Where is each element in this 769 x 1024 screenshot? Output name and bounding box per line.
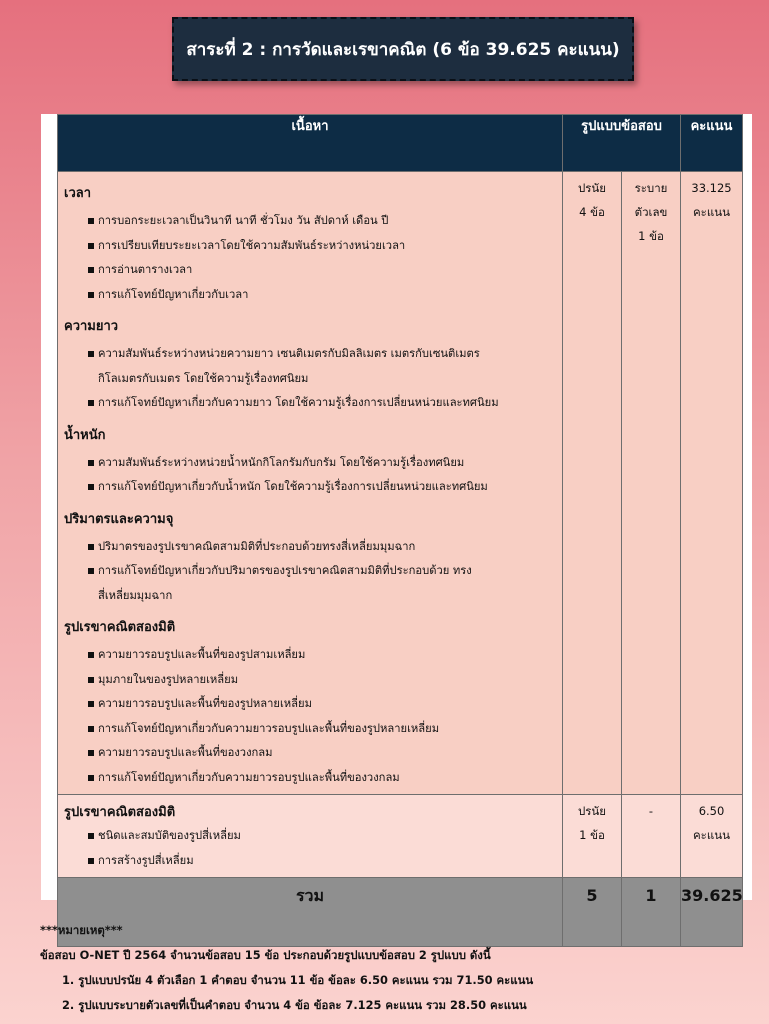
header-score: คะแนน (681, 115, 743, 172)
list-item: มุมภายในของรูปหลายเหลี่ยม (64, 668, 556, 693)
list-item: ความยาวรอบรูปและพื้นที่ของวงกลม (64, 741, 556, 766)
total-written: 1 (622, 878, 681, 947)
mc-label: ปรนัย (577, 181, 607, 195)
topic-length: ความยาว (64, 319, 119, 334)
remarks-line-1: ข้อสอบ O-NET ปี 2564 จำนวนข้อสอบ 15 ข้อ ประกอบด้วยรูปแบบข้อสอบ 2 รูปแบบ ดังนี้ (40, 948, 491, 962)
topic-volume: ปริมาตรและความจุ (64, 511, 174, 527)
content-list-section-2 (58, 795, 562, 877)
written-count: - (648, 804, 654, 818)
list-item: การแก้โจทย์ปัญหาเกี่ยวกับน้ำหนัก โดยใช้ความรู้เรื่องการเปลี่ยนหน่วยและทศนิยม (64, 475, 556, 500)
topic-time: เวลา (64, 186, 92, 201)
list-item: ความสัมพันธ์ระหว่างหน่วยความยาว เซนติเมตรกับมิลลิเมตร เมตรกับเซนติเมตร กิโลเมตรกับเมตร โดยใช้ความรู้เรื่องทศนิยม (64, 342, 556, 391)
list-item: ปริมาตรของรูปเรขาคณิตสามมิติที่ประกอบด้วยทรงสี่เหลี่ยมมุมฉาก (64, 535, 556, 560)
list-item: การสร้างรูปสี่เหลี่ยม (64, 849, 556, 874)
list-item: การแก้โจทย์ปัญหาเกี่ยวกับปริมาตรของรูปเรขาคณิตสามมิติที่ประกอบด้วย ทรงสี่เหลี่ยมมุมฉาก (64, 559, 556, 608)
mc-label: ปรนัย (577, 804, 607, 818)
written-label-2: ตัวเลข (634, 205, 668, 219)
written-count-section-2 (622, 795, 680, 823)
written-count: 1 ข้อ (638, 229, 664, 243)
mc-count: 1 ข้อ (579, 828, 605, 842)
list-item: การเปรียบเทียบระยะเวลาโดยใช้ความสัมพันธ์ระหว่างหน่วยเวลา (64, 234, 556, 259)
list-item: การแก้โจทย์ปัญหาเกี่ยวกับความยาวรอบรูปและพื้นที่ของวงกลม (64, 766, 556, 791)
exam-structure-table (57, 114, 743, 947)
written-label-1: ระบาย (634, 181, 668, 195)
list-item: การอ่านตารางเวลา (64, 258, 556, 283)
topic-weight: น้ำหนัก (64, 427, 106, 443)
list-item: ความยาวรอบรูปและพื้นที่ของรูปหลายเหลี่ยม (64, 692, 556, 717)
topic-2d-shapes-quadrilateral: รูปเรขาคณิตสองมิติ (64, 805, 176, 820)
score-unit: คะแนน (692, 828, 730, 842)
score-value: 33.125 (691, 181, 732, 195)
remarks-line-2: 1. รูปแบบปรนัย 4 ตัวเลือก 1 คำตอบ จำนวน 11 ข้อ ข้อละ 6.50 คะแนน รวม 71.50 คะแนน (62, 973, 534, 987)
page-title: สาระที่ 2 : การวัดและเรขาคณิต (6 ข้อ 39.625 คะแนน) (172, 17, 634, 81)
written-count-section-1 (622, 172, 680, 248)
list-item: การบอกระยะเวลาเป็นวินาที นาที ชั่วโมง วัน สัปดาห์ เดือน ปี (64, 209, 556, 234)
topic-2d-shapes: รูปเรขาคณิตสองมิติ (64, 620, 176, 635)
total-mc: 5 (563, 878, 622, 947)
total-score: 39.625 (681, 878, 743, 947)
list-item: ความยาวรอบรูปและพื้นที่ของรูปสามเหลี่ยม (64, 643, 556, 668)
remarks (40, 918, 533, 1018)
list-item: ความสัมพันธ์ระหว่างหน่วยน้ำหนักกิโลกรัมกับกรัม โดยใช้ความรู้เรื่องทศนิยม (64, 451, 556, 476)
list-item: การแก้โจทย์ปัญหาเกี่ยวกับความยาว โดยใช้ความรู้เรื่องการเปลี่ยนหน่วยและทศนิยม (64, 391, 556, 416)
remarks-line-3: 2. รูปแบบระบายตัวเลขที่เป็นคำตอบ จำนวน 4 ข้อ ข้อละ 7.125 คะแนน รวม 28.50 คะแนน (62, 998, 527, 1012)
list-item: ชนิดและสมบัติของรูปสี่เหลี่ยม (64, 824, 556, 849)
score-section-1 (681, 172, 742, 224)
topic-length-items (64, 342, 556, 416)
mc-count: 4 ข้อ (579, 205, 605, 219)
mc-count-section-2 (563, 795, 621, 847)
header-format: รูปแบบข้อสอบ (563, 115, 681, 172)
header-content: เนื้อหา (58, 115, 563, 172)
table-row-section-1 (58, 172, 743, 795)
table-header-row (58, 115, 743, 172)
remarks-heading: ***หมายเหตุ*** (40, 923, 123, 937)
list-item: การแก้โจทย์ปัญหาเกี่ยวกับเวลา (64, 283, 556, 308)
list-item: การแก้โจทย์ปัญหาเกี่ยวกับความยาวรอบรูปและพื้นที่ของรูปหลายเหลี่ยม (64, 717, 556, 742)
topic-time-items (64, 209, 556, 307)
content-list-section-1 (58, 172, 562, 794)
score-value: 6.50 (698, 804, 725, 818)
total-label: รวม (58, 878, 563, 947)
topic-weight-items (64, 451, 556, 500)
mc-count-section-1 (563, 172, 621, 224)
topic-2d-shapes-items (64, 643, 556, 790)
table-row-section-2 (58, 795, 743, 878)
topic-volume-items (64, 535, 556, 609)
topic-quadrilateral-items (64, 824, 556, 873)
score-unit: คะแนน (692, 205, 730, 219)
score-section-2 (681, 795, 742, 847)
